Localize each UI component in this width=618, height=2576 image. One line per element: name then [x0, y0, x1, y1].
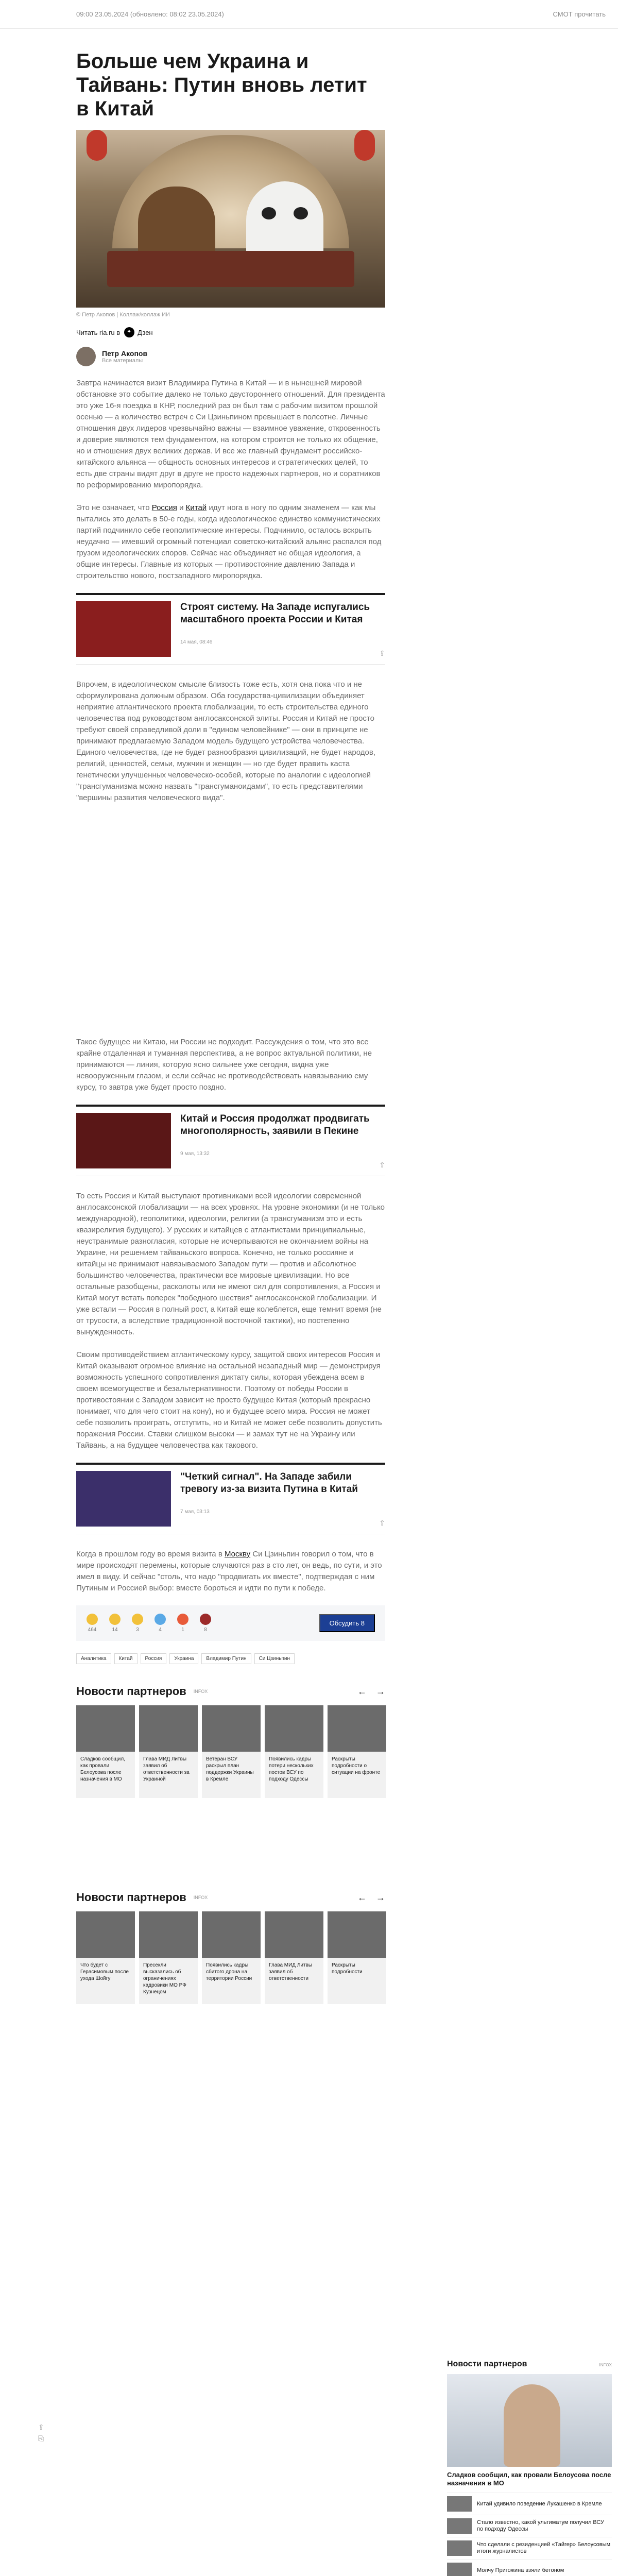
share-icon[interactable]: ⇪ — [38, 2423, 44, 2431]
tag[interactable]: Россия — [141, 1653, 167, 1664]
lantern-icon — [87, 130, 107, 161]
partner-card-image — [328, 1705, 386, 1752]
bookmark-icon[interactable]: ⎘ — [38, 2434, 44, 2443]
author-role[interactable]: Все материалы — [102, 358, 143, 364]
author-block[interactable] — [76, 347, 385, 366]
arrow-left-icon[interactable]: ← — [357, 1686, 367, 1697]
partner-card[interactable] — [202, 1911, 261, 2004]
share-icon[interactable]: ⇪ — [379, 649, 385, 657]
related-thumb — [76, 1113, 171, 1168]
partner-card-image — [202, 1705, 261, 1752]
partner-card-image — [76, 1911, 135, 1958]
partner-card[interactable] — [76, 1911, 135, 2004]
tag[interactable]: Украина — [169, 1653, 198, 1664]
dzen-logo-icon — [124, 327, 134, 337]
related-article-3[interactable] — [76, 1463, 385, 1534]
sidebar-partners — [447, 2360, 612, 2576]
partner-card-image — [76, 1705, 135, 1752]
discuss-button[interactable]: Обсудить 8 — [319, 1614, 375, 1632]
reaction-laugh-icon[interactable]: 14 — [109, 1614, 121, 1633]
reaction-angry-icon[interactable]: 1 — [177, 1614, 188, 1633]
partner-card-title[interactable]: Сладков сообщил, как провали Белоусова после назначения в МО — [76, 1752, 135, 1798]
tag[interactable]: Аналитика — [76, 1653, 111, 1664]
related-article-1[interactable] — [76, 593, 385, 665]
link-russia[interactable]: Россия — [151, 503, 177, 512]
like-icon — [87, 1614, 98, 1625]
paragraph-3: Впрочем, в идеологическом смысле близость тоже есть, хотя она пока что и не сформулирована должным образом. Оба государства-цивилизации объединяет неприятие атлантического проекта глобализации, то есть строительства единого человечества под руководством англосаксонской элиты. Россия и Китай не просто требуют своей справедливой доли в "едином человейнике" — они в принципе не принимают предлагаемую Западом модель будущего устройства человечества. Единого человечества, где не будет разнообразия цивилизаций, не будет народов, религий, ценностей, семьи, мужчин и женщин — но где будет править каста генетически улучшенных человеческо-особей, которые по аналогии с идеологией "трансгуманизма можно назвать "трансгуманоидами", то есть представителями "вершины развития человеческого вида". — [76, 680, 376, 802]
ad-slot-2 — [76, 1798, 385, 1891]
partner-card-image — [139, 1911, 198, 1958]
partner-card-image — [328, 1911, 386, 1958]
share-icons-column — [38, 2421, 44, 2444]
partner-card[interactable] — [265, 1705, 323, 1798]
link-moscow[interactable]: Москву — [224, 1550, 251, 1558]
article-title: Больше чем Украина и Тайвань: Путин вновь летит в Китай — [76, 50, 367, 120]
reactions-bar — [76, 1605, 385, 1641]
partner-card-title[interactable]: Глава МИД Литвы заявил об ответственности за Украиной — [139, 1752, 198, 1798]
section-heading: Новости партнеров — [76, 1891, 186, 1904]
reaction-wow-icon[interactable]: 3 — [132, 1614, 143, 1633]
laugh-icon — [109, 1614, 121, 1625]
sidebar-news-thumb — [447, 2496, 472, 2512]
section-source: INFOX — [193, 1689, 208, 1694]
partners-news-1 — [76, 1685, 385, 1798]
dislike-icon — [200, 1614, 211, 1625]
partner-card[interactable] — [328, 1911, 386, 2004]
arrow-left-icon[interactable]: ← — [357, 1892, 367, 1903]
sidebar-source: INFOX — [599, 2363, 612, 2367]
paragraph-1: Завтра начинается визит Владимира Путина в Китай — и в нынешней мировой обстановке это событие далеко не только двустороннего отношений. Для президента это уже 16-я поездка в КНР, последний раз он был там с рабочим визитом прошлой осенью — а количество встреч с Си Цзиньпином превышает в полсотне. Личные отношения двух лидеров чрезвычайно важны — взаимное уважение, откровенность и доверие являются тем фундаментом, на котором строится не только их общение, но и отношения двух великих держав. И все же главный фундамент российско-китайского альянса — общность основных интересов и стратегических целей, то есть две страны видят друг в друге не просто надежных партнеров, но и соратников по реформированию миропорядка. — [76, 379, 385, 489]
sidebar-news-thumb — [447, 2540, 472, 2556]
partner-card-title[interactable]: Что будет с Герасимовым после ухода Шойгу — [76, 1958, 135, 2004]
avatar — [76, 347, 96, 366]
lantern-icon — [354, 130, 375, 161]
partner-card[interactable] — [202, 1705, 261, 1798]
reaction-like-icon[interactable]: 464 — [87, 1614, 98, 1633]
sidebar-news-item[interactable]: Китай удивило поведение Лукашенко в Кремле — [447, 2493, 612, 2515]
related-title[interactable]: "Четкий сигнал". На Западе забили тревогу из-за визита Путина в Китай — [180, 1471, 358, 1495]
read-in-dzen[interactable]: Читать ria.ru в ✦ Дзен — [76, 327, 385, 337]
article-hero-image — [76, 130, 385, 308]
sidebar-news-item[interactable]: Что сделали с резиденцией «Тайгер» Белоусовым итоги журналистов — [447, 2537, 612, 2559]
paragraph-7: Когда в прошлом году во время визита в Москву Си Цзиньпин говорил о том, что в мире происходят перемены, которые случаются раз в сто лет, он ведь, по сути, и это имел в виду. И сейчас "столь, что надо "продвигать их вместе", подтверждая с ним Путиным и Россией выбор: вместе бороться и идти по пути к победе. — [76, 1550, 382, 1592]
related-article-2[interactable] — [76, 1105, 385, 1176]
paragraph-6: Своим противодействием атлантическому курсу, защитой своих интересов Россия и Китай оказывают огромное влияние на остальной незападный мир — демонстрируя возможность успешного сопротивления диктату силы, которая убеждена всем в своем всемогуществе и безальтернативности. Поэтому от победы России в противостоянии с Западом зависит не просто будущее Китая (который прекрасно понимает, что для чего стоит на кону), но и будущее всего мира. Россия не может себе позволить проиграть, отступить, но и Китай не может себе позволить допустить поражения России. Ставки слишком высоки — и замах тут не на Украину или Тайвань, а на будущее человечества как такового. — [76, 1350, 382, 1450]
section-heading: Новости партнеров — [76, 1685, 186, 1698]
publish-meta: 09:00 23.05.2024 (обновлено: 08:02 23.05.2024) — [76, 10, 224, 18]
arrow-right-icon[interactable]: → — [376, 1892, 385, 1903]
section-source: INFOX — [193, 1895, 208, 1900]
author-name[interactable]: Петр Акопов — [102, 349, 148, 358]
partner-card-title[interactable]: Раскрыты подробности — [328, 1958, 386, 2004]
partner-card-image — [265, 1911, 323, 1958]
sidebar-news-thumb — [447, 2563, 472, 2576]
tag[interactable]: Китай — [114, 1653, 138, 1664]
related-title[interactable]: Строят систему. На Западе испугались масштабного проекта России и Китая — [180, 602, 370, 625]
angry-icon — [177, 1614, 188, 1625]
related-title[interactable]: Китай и Россия продолжат продвигать многополярность, заявили в Пекине — [180, 1113, 370, 1137]
paragraph-4: Такое будущее ни Китаю, ни России не подходит. Рассуждения о том, что это все крайне отдаленная и туманная перспектива, а не вопрос актуальной политики, не принимаются — линия, которую ясно сильнее уже сегодня, видна уже невооруженным глазом, и если сейчас не противодействовать навязыванию ему курсу, то завтра уже будет просто поздно. — [76, 1038, 372, 1092]
partner-card[interactable] — [76, 1705, 135, 1798]
partner-card-title[interactable]: Глава МИД Литвы заявил об ответственности — [265, 1958, 323, 2004]
top-meta-bar — [0, 0, 618, 29]
partner-card-title[interactable]: Появились кадры потери нескольких постов ВСУ по подходу Одессы — [265, 1752, 323, 1798]
partner-card-title[interactable]: Раскрыты подробности о ситуации на фронте — [328, 1752, 386, 1798]
related-thumb — [76, 601, 171, 657]
sidebar-main-title[interactable]: Сладков сообщил, как провали Белоусова после назначения в МО — [447, 2471, 611, 2487]
sad-icon — [154, 1614, 166, 1625]
related-date: 9 мая, 13:32 — [180, 1151, 210, 1157]
share-icon[interactable]: ⇪ — [379, 1519, 385, 1527]
tag[interactable]: Владимир Путин — [201, 1653, 251, 1664]
partner-card[interactable] — [139, 1705, 198, 1798]
paragraph-2: Это не означает, что Россия и Китай идут нога в ногу по одним знаменем — как мы пытались это делать в 50-е годы, когда идеологическое единство коммунистических партий подчинило себе геополитические интересы. Подчинило, осталось вскрыть неудачно — имевший огромный потенциал советско-китайский альянс распался под грузом идеологических споров. Сейчас нас объединяет не общая идеология, а общие интересы. Главные из которых — противостояние давлению Запада и строительство нового, постзападного миропорядка. — [76, 503, 382, 580]
image-caption: © Петр Акопов | Коллаж/коллаж ИИ — [76, 312, 170, 318]
article — [76, 49, 385, 2004]
sidebar-news-thumb — [447, 2518, 472, 2534]
sidebar-heading: Новости партнеров — [447, 2360, 527, 2368]
partner-card-image — [202, 1911, 261, 1958]
views-counter: СМОТ прочитать — [553, 10, 606, 18]
tag[interactable]: Си Цзиньпин — [254, 1653, 295, 1664]
partner-card-image — [139, 1705, 198, 1752]
tags-list — [76, 1653, 385, 1664]
reaction-sad-icon[interactable]: 4 — [154, 1614, 166, 1633]
reaction-dislike-icon[interactable]: 8 — [200, 1614, 211, 1633]
partner-card[interactable] — [328, 1705, 386, 1798]
paragraph-5: То есть Россия и Китай выступают противниками всей идеологии современной англосаксонской глобализации — на всех уровнях. На уровне экономики (и не только международной), геополитики, идеологии, религии (а трансгуманизм это и есть квазирелигия будущего). У русских и китайцев с атлантистами принципиальные, неустранимые разногласия, которые не исчерпываются не окончанием войны на Украине, ни решением тайваньского вопроса. Конечно, не только россияне и китайцы не принимают навязываемого Западом пути — против и абсолютное большинство человечества, практически все мировые цивилизации. Но все остальные разобщены, расколоты или не имеют сил для сопротивления, а Россия и Китай могут встать поперек "победного шествия" англосаксонской глобализации. И уже встали — Россия в полный рост, а Китай еще колеблется, еще темнит время (не от трусости, а вследствие традиционной восточной тактики), но постепенно вынужденность. — [76, 1192, 385, 1336]
partners-news-2 — [76, 1891, 385, 2004]
ad-slot — [76, 815, 385, 1037]
sidebar-news-item[interactable]: Молчу Пригожина взяли бетоном — [447, 2559, 612, 2576]
share-icon[interactable]: ⇪ — [379, 1161, 385, 1169]
partner-card-title[interactable]: Пресекли высказались об ограничениях кадровики МО РФ Кузнецом — [139, 1958, 198, 2004]
link-china[interactable]: Китай — [185, 503, 207, 512]
partner-card-title[interactable]: Ветеран ВСУ раскрыл план поддержки Украины в Кремле — [202, 1752, 261, 1798]
partner-card-title[interactable]: Появились кадры сбитого дрона на территории России — [202, 1958, 261, 2004]
partner-card-image — [265, 1705, 323, 1752]
sidebar-main-image[interactable] — [447, 2374, 612, 2467]
related-date: 14 мая, 08:46 — [180, 639, 213, 645]
partner-card[interactable] — [265, 1911, 323, 2004]
wow-icon — [132, 1614, 143, 1625]
arrow-right-icon[interactable]: → — [376, 1686, 385, 1697]
related-thumb — [76, 1471, 171, 1527]
partner-card[interactable] — [139, 1911, 198, 2004]
sidebar-news-item[interactable]: Стало известно, какой ультиматум получил ВСУ по подходу Одессы — [447, 2515, 612, 2537]
related-date: 7 мая, 03:13 — [180, 1509, 210, 1515]
